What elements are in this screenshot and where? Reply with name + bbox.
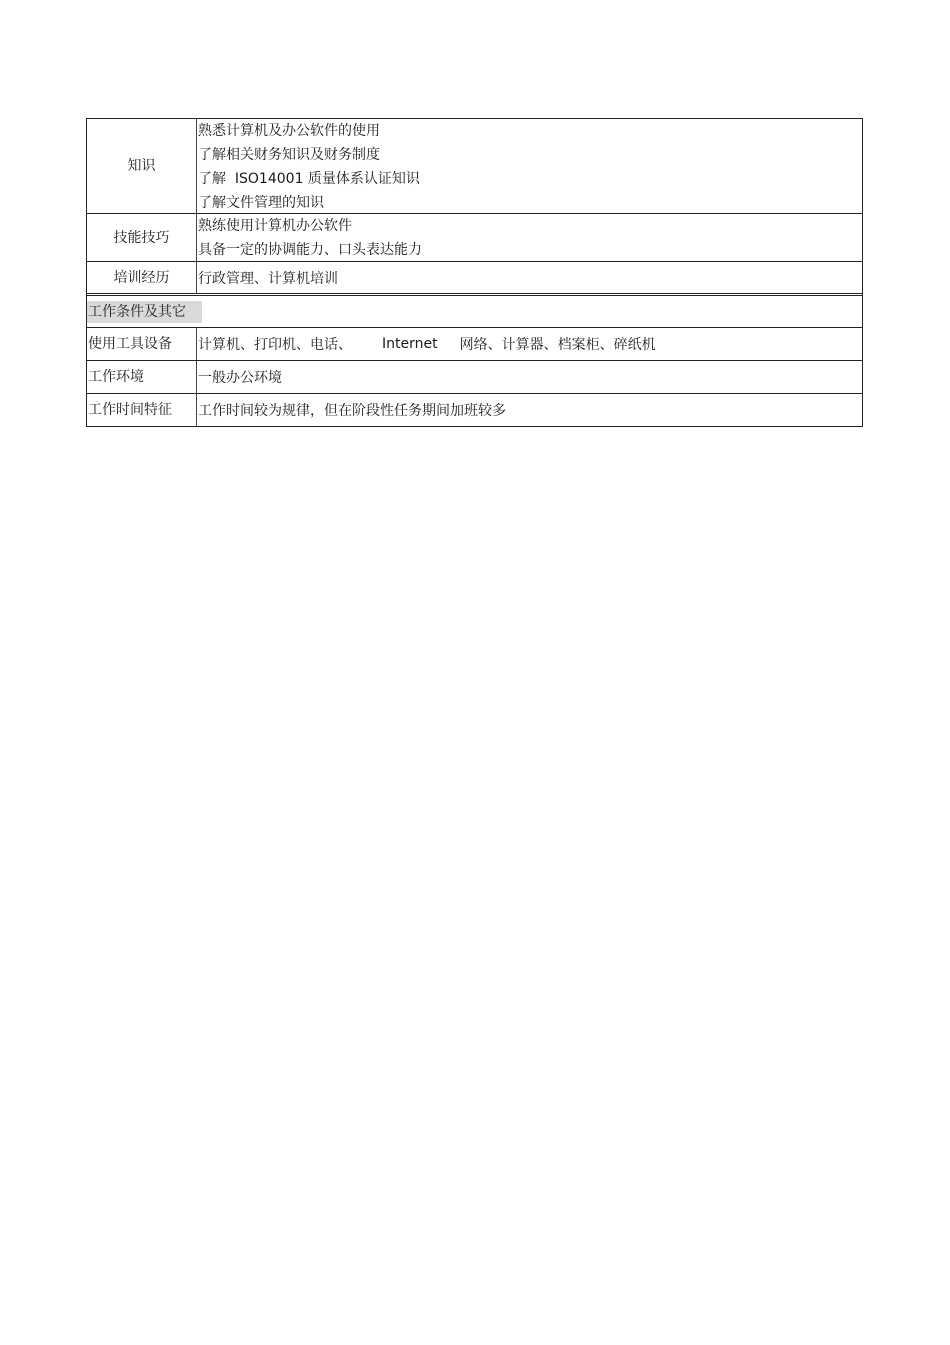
knowledge-line: 了解 ISO14001 质量体系认证知识 bbox=[198, 171, 420, 187]
job-description-table bbox=[86, 118, 863, 427]
knowledge-line: 了解文件管理的知识 bbox=[198, 195, 324, 211]
section-title: 工作条件及其它 bbox=[87, 301, 202, 323]
tools-label: 使用工具设备 bbox=[87, 328, 197, 360]
skills-value bbox=[197, 214, 862, 261]
work-time-label: 工作时间特征 bbox=[87, 394, 197, 426]
tools-row bbox=[86, 328, 863, 361]
knowledge-line: 熟悉计算机及办公软件的使用 bbox=[198, 123, 380, 139]
training-label: 培训经历 bbox=[87, 262, 197, 293]
skills-label: 技能技巧 bbox=[87, 214, 197, 261]
training-row bbox=[86, 262, 863, 294]
environment-row bbox=[86, 361, 863, 394]
tools-text-part: 网络、计算器、档案柜、碎纸机 bbox=[459, 337, 656, 353]
tools-value bbox=[197, 328, 862, 360]
work-time-value: 工作时间较为规律，但在阶段性任务期间加班较多 bbox=[198, 403, 506, 419]
knowledge-line: 了解相关财务知识及财务制度 bbox=[198, 147, 380, 163]
tools-text-part: Internet bbox=[382, 336, 438, 352]
skills-line: 具备一定的协调能力、口头表达能力 bbox=[198, 242, 422, 258]
skills-line: 熟练使用计算机办公软件 bbox=[198, 218, 352, 234]
environment-label: 工作环境 bbox=[87, 361, 197, 393]
knowledge-value bbox=[197, 119, 862, 213]
work-time-row bbox=[86, 394, 863, 427]
tools-text-part: 计算机、打印机、电话、 bbox=[198, 337, 352, 353]
knowledge-row bbox=[86, 118, 863, 214]
training-value: 行政管理、计算机培训 bbox=[198, 270, 338, 287]
section-row bbox=[86, 296, 863, 328]
knowledge-label: 知识 bbox=[87, 119, 197, 213]
environment-value: 一般办公环境 bbox=[198, 370, 282, 386]
skills-row bbox=[86, 214, 863, 262]
